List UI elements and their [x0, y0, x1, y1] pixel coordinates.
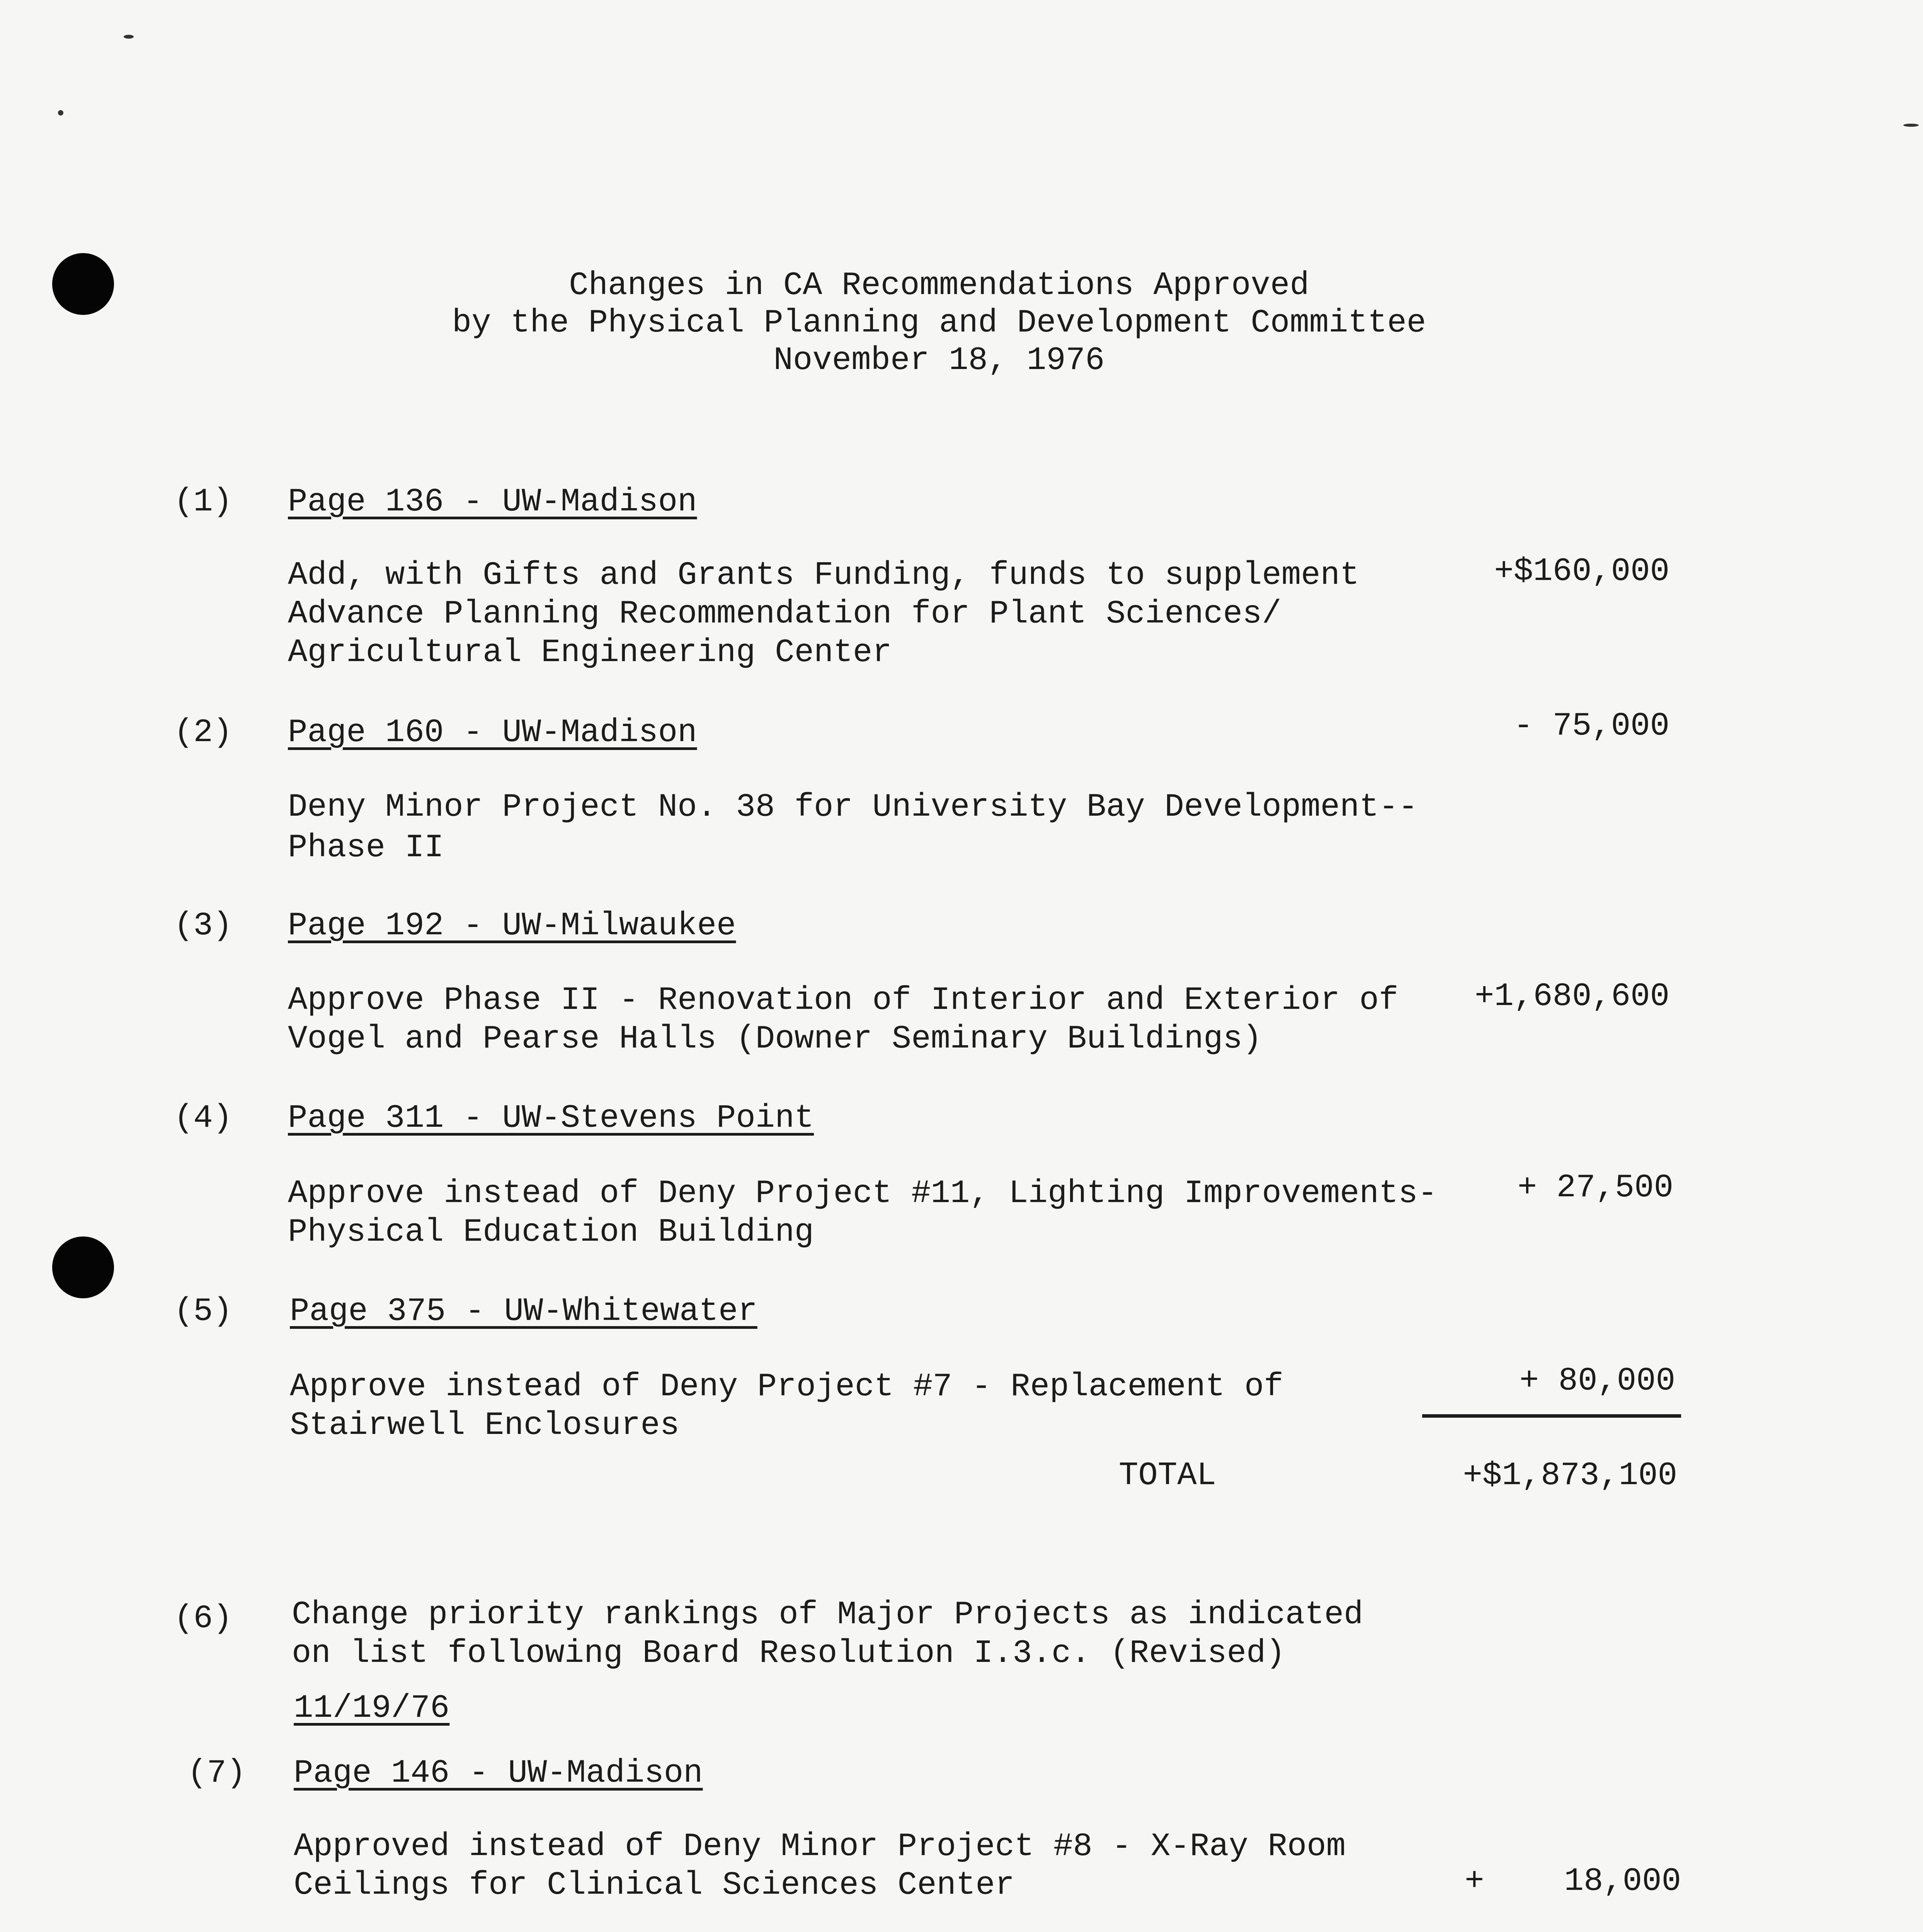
item-number: (7) [187, 1755, 246, 1792]
item-heading: Page 136 - UW-Madison [288, 484, 697, 520]
title-line-1: Changes in CA Recommendations Approved [569, 267, 1309, 304]
item-heading: Page 160 - UW-Madison [288, 714, 697, 751]
item-text-line: Approved instead of Deny Minor Project #8 - X-Ray Room [294, 1828, 1346, 1865]
speck [124, 35, 134, 39]
item-text-line: Advance Planning Recommendation for Plant Sciences/ [288, 596, 1281, 633]
item-text-line: Deny Minor Project No. 38 for University Bay Development-- [288, 789, 1418, 826]
item-heading: Page 375 - UW-Whitewater [290, 1293, 757, 1330]
total-amount: +$1,873,100 [1463, 1458, 1677, 1494]
item-number: (2) [174, 714, 233, 751]
punch-hole-top [52, 253, 114, 315]
item-text-line: Ceilings for Clinical Sciences Center [294, 1867, 1015, 1904]
speck [58, 110, 63, 116]
total-label: TOTAL [1119, 1458, 1217, 1494]
item-text-line: Add, with Gifts and Grants Funding, funds to supplement [288, 557, 1360, 594]
item-text-line: Physical Education Building [288, 1214, 814, 1251]
item-heading: Page 311 - UW-Stevens Point [288, 1100, 814, 1137]
title-line-2: by the Physical Planning and Development Committee [452, 305, 1426, 342]
subtotal-rule [1422, 1414, 1681, 1418]
item-amount: +1,680,600 [1474, 978, 1669, 1015]
item-text-line: Change priority rankings of Major Projects as indicated [292, 1597, 1363, 1633]
item-amount: +$160,000 [1494, 553, 1669, 590]
item-heading: Page 146 - UW-Madison [294, 1755, 703, 1792]
item-heading: Page 192 - UW-Milwaukee [288, 908, 736, 944]
item-number: (3) [174, 908, 233, 944]
item-text-line: on list following Board Resolution I.3.c. (Revised) [292, 1635, 1285, 1672]
item-number: (1) [174, 484, 233, 520]
item-text-line: Approve instead of Deny Project #7 - Replacement of [290, 1369, 1283, 1405]
item-text-line: Agricultural Engineering Center [288, 634, 892, 671]
item-amount: + 27,500 [1517, 1170, 1673, 1206]
item-text-line: Approve Phase II - Renovation of Interior and Exterior of [288, 982, 1399, 1019]
punch-hole-middle [52, 1236, 114, 1298]
title-date: November 18, 1976 [773, 342, 1105, 379]
item-text-line: Approve instead of Deny Project #11, Lighting Improvements- [288, 1175, 1438, 1212]
item-number: (4) [174, 1100, 233, 1137]
item-text-line: Vogel and Pearse Halls (Downer Seminary Buildings) [288, 1021, 1262, 1058]
item-text-line: Stairwell Enclosures [290, 1407, 680, 1444]
item-number: (5) [174, 1293, 233, 1330]
item-number: (6) [174, 1600, 233, 1637]
speck [1903, 124, 1919, 127]
item-text-line: Phase II [288, 830, 444, 866]
item-date-note: 11/19/76 [294, 1690, 450, 1727]
item-amount: + 80,000 [1519, 1363, 1675, 1400]
item-amount-sign: + [1465, 1863, 1484, 1900]
item-amount: 18,000 [1564, 1863, 1681, 1900]
item-amount: - 75,000 [1513, 708, 1669, 745]
